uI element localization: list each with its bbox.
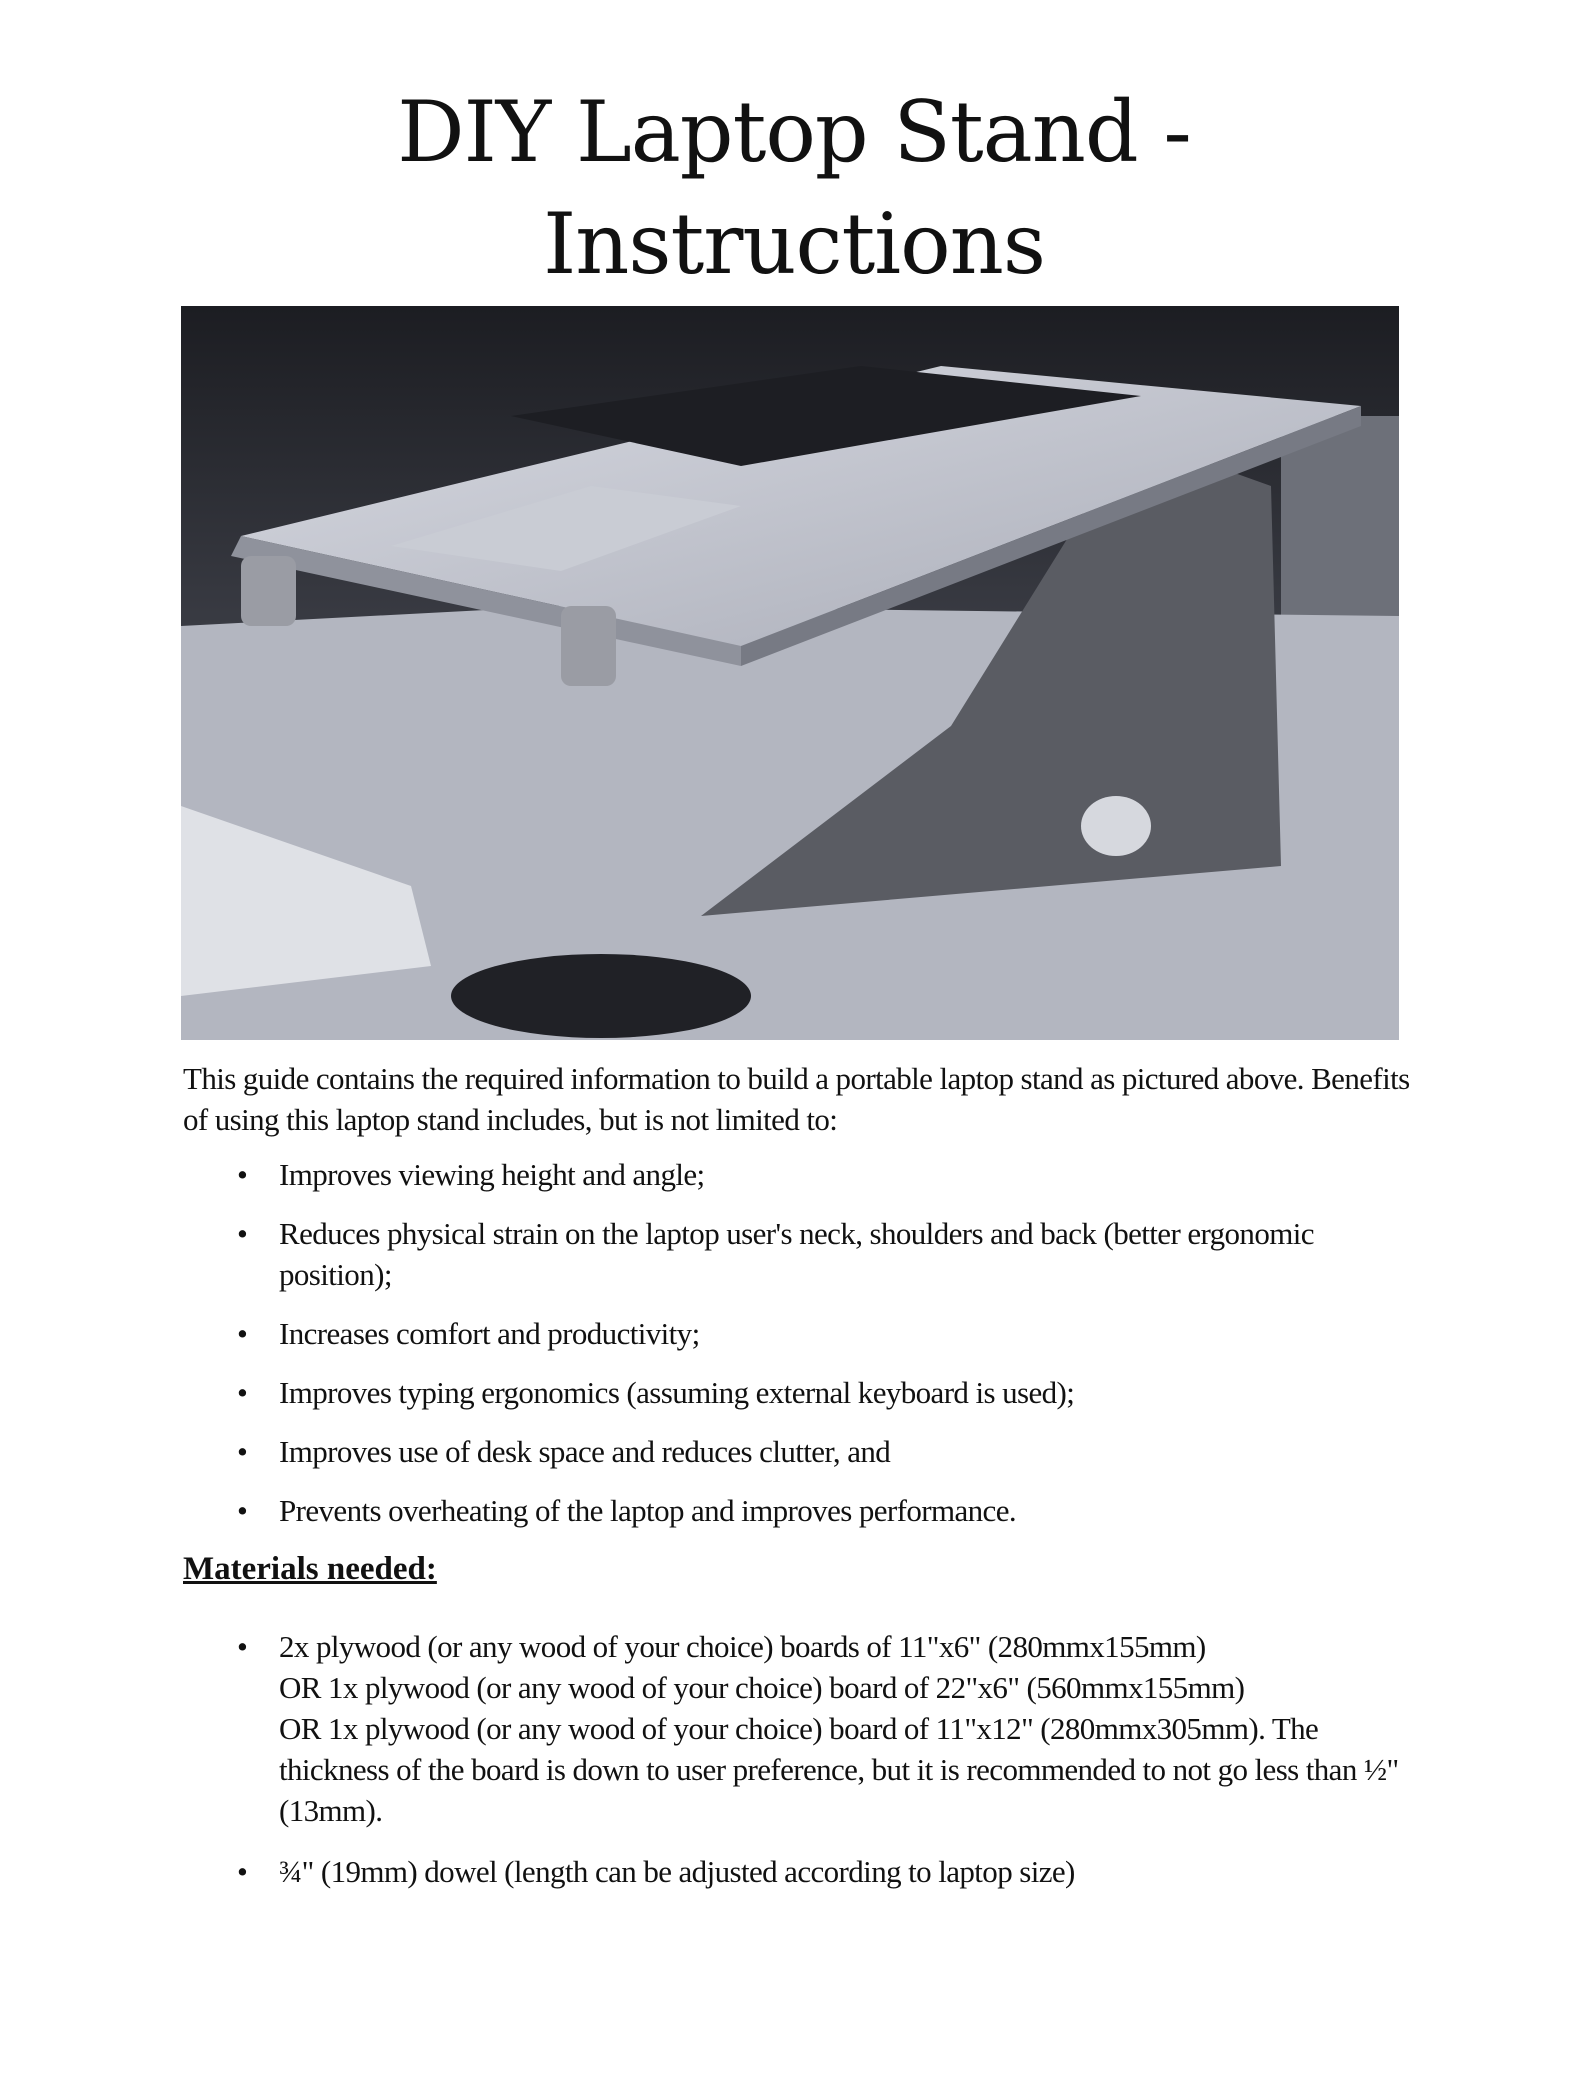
material-line: OR 1x plywood (or any wood of your choice) board of 11"x12" (280mmx305mm). The thickness of the board is down to user preference, but it is recommended to not go less than ½" (13mm). [279, 1711, 1399, 1828]
material-line: OR 1x plywood (or any wood of your choice) board of 22"x6" (560mmx155mm) [279, 1670, 1245, 1705]
title-line-1: DIY Laptop Stand - [397, 83, 1191, 181]
document-body [183, 1058, 1413, 1912]
title-line-2: Instructions [543, 195, 1045, 293]
list-item: • Improves typing ergonomics (assuming external keyboard is used); [279, 1372, 1413, 1413]
material-line: • ¾" (19mm) dowel (length can be adjusted according to laptop size) [279, 1854, 1075, 1889]
list-item [279, 1626, 1413, 1831]
intro-paragraph: This guide contains the required information to build a portable laptop stand as pictured above. Benefits of using this laptop stand includes, but is not limited to: [183, 1061, 1410, 1137]
material-line: • 2x plywood (or any wood of your choice) boards of 11"x6" (280mmx155mm) [279, 1629, 1206, 1664]
list-item: • Reduces physical strain on the laptop user's neck, shoulders and back (better ergonomic position); [279, 1213, 1413, 1295]
list-item: • Prevents overheating of the laptop and improves performance. [279, 1490, 1413, 1531]
page-title [0, 76, 1588, 300]
list-item [279, 1851, 1413, 1892]
list-item: • Increases comfort and productivity; [279, 1313, 1413, 1354]
laptop-stand-photo [181, 306, 1399, 1040]
materials-heading: Materials needed: [183, 1551, 437, 1587]
list-item: • Improves viewing height and angle; [279, 1154, 1413, 1195]
benefits-list [183, 1154, 1413, 1531]
list-item: • Improves use of desk space and reduces clutter, and [279, 1431, 1413, 1472]
materials-list [183, 1626, 1413, 1892]
